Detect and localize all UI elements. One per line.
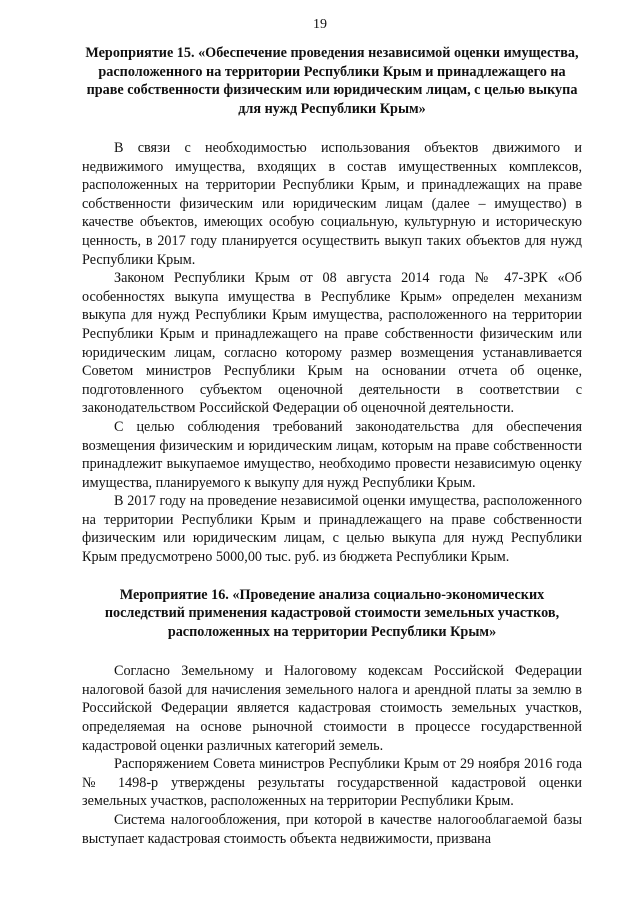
- section-16-paragraph: Согласно Земельному и Налоговому кодексам Российской Федерации налоговой базой для начисления земельного налога и арендной платы за землю в Российской Федерации является кадастровая стоимость земельных участков, определяемая на основе рыночной стоимости в процессе государственной кадастровой оценки различных категорий земель.: [82, 663, 582, 754]
- section-15-paragraph: Законом Республики Крым от 08 августа 2014 года № 47-ЗРК «Об особенностях выкупа имущества в Республике Крым» определен механизм выкупа для нужд Республики Крым имущества, расположенного на территории Республики Крым и принадлежащего на праве собственности физическим или юридическим лицам, согласно которому размер возмещения устанавливается Советом министров Республики Крым на основании отчета об оценке, подготовленного субъектом оценочной деятельности в соответствии с законодательством Российской Федерации об оценочной деятельности.: [82, 270, 582, 417]
- section-15-paragraph: В 2017 году на проведение независимой оценки имущества, расположенного на территории Республики Крым и принадлежащего на праве собственности физическим или юридическим лицам, с целью выкупа для нужд Республики Крым предусмотрено 5000,00 тыс. руб. из бюджета Республики Крым.: [82, 493, 582, 566]
- section-16-heading: Мероприятие 16. «Проведение анализа социально-экономических последствий применения кадастровой стоимости земельных участков, расположенных на территории Республики Крым»: [104, 586, 560, 640]
- section-16-paragraph: Распоряжением Совета министров Республики Крым от 29 ноября 2016 года № 1498-р утверждены результаты государственной кадастровой оценки земельных участков, расположенных на территории Республики Крым.: [82, 756, 582, 810]
- page-content: [82, 44, 582, 848]
- section-16-paragraph: Система налогообложения, при которой в качестве налогооблагаемой базы выступает кадастровая стоимость объекта недвижимости, призвана: [82, 811, 582, 847]
- section-15-paragraph: С целью соблюдения требований законодательства для обеспечения возмещения физическим и юридическим лицам, которым на праве собственности принадлежит выкупаемое имущество, необходимо провести независимую оценку имущества, планируемого к выкупу для нужд Республики Крым.: [82, 418, 582, 491]
- section-15-paragraph: В связи с необходимостью использования объектов движимого и недвижимого имущества, входящих в состав имущественных комплексов, расположенных на территории Республики Крым, и принадлежащих на праве собственности физическим или юридическим лицам (далее – имущество) в качестве объектов, имеющих особую социальную, культурную и историческую ценность, в 2017 году планируется осуществить выкуп таких объектов для нужд Республики Крым.: [82, 140, 582, 268]
- section-15-heading: Мероприятие 15. «Обеспечение проведения независимой оценки имущества, расположенного на территории Республики Крым и принадлежащего на праве собственности физическим или юридическим лицам, с целью выкупа для нужд Республики Крым»: [85, 45, 579, 117]
- page-number: 19: [313, 17, 327, 32]
